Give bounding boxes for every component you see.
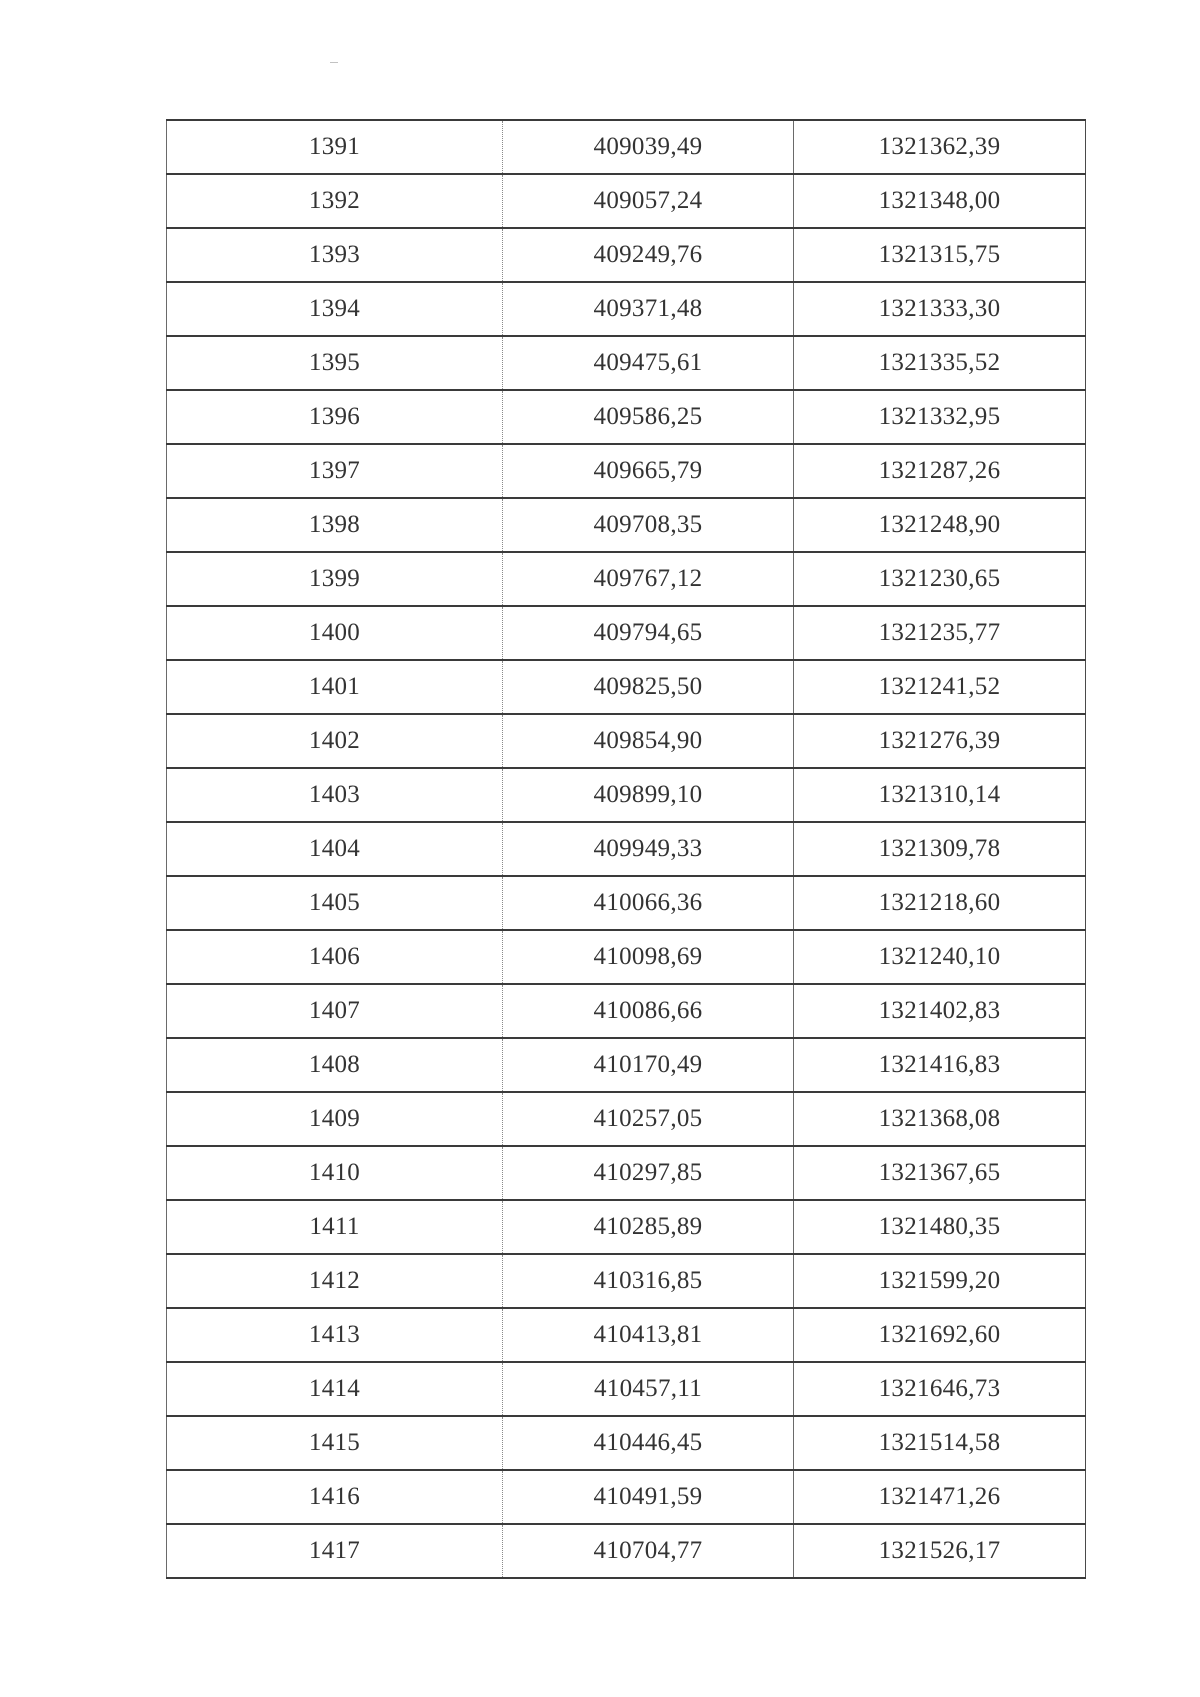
x-coordinate-cell: 410257,05: [503, 1092, 794, 1146]
table-row: [167, 552, 1086, 606]
point-number-cell: 1415: [167, 1416, 503, 1470]
y-coordinate-cell: 1321235,77: [794, 606, 1086, 660]
point-number-cell: 1407: [167, 984, 503, 1038]
table-row: [167, 1038, 1086, 1092]
x-coordinate-cell: 410066,36: [503, 876, 794, 930]
y-coordinate-cell: 1321248,90: [794, 498, 1086, 552]
point-number-cell: 1412: [167, 1254, 503, 1308]
y-coordinate-cell: 1321402,83: [794, 984, 1086, 1038]
x-coordinate-cell: 409586,25: [503, 390, 794, 444]
x-coordinate-cell: 409854,90: [503, 714, 794, 768]
y-coordinate-cell: 1321526,17: [794, 1524, 1086, 1578]
point-number-cell: 1410: [167, 1146, 503, 1200]
point-number-cell: 1394: [167, 282, 503, 336]
x-coordinate-cell: 410098,69: [503, 930, 794, 984]
coordinate-table: [166, 119, 1086, 1579]
point-number-cell: 1408: [167, 1038, 503, 1092]
x-coordinate-cell: 410086,66: [503, 984, 794, 1038]
scan-artifact: [330, 62, 338, 63]
table-row: [167, 228, 1086, 282]
table-row: [167, 660, 1086, 714]
x-coordinate-cell: 410457,11: [503, 1362, 794, 1416]
y-coordinate-cell: 1321310,14: [794, 768, 1086, 822]
y-coordinate-cell: 1321471,26: [794, 1470, 1086, 1524]
table-row: [167, 390, 1086, 444]
x-coordinate-cell: 410446,45: [503, 1416, 794, 1470]
x-coordinate-cell: 410491,59: [503, 1470, 794, 1524]
y-coordinate-cell: 1321348,00: [794, 174, 1086, 228]
y-coordinate-cell: 1321230,65: [794, 552, 1086, 606]
x-coordinate-cell: 410170,49: [503, 1038, 794, 1092]
table-row: [167, 336, 1086, 390]
x-coordinate-cell: 409708,35: [503, 498, 794, 552]
point-number-cell: 1399: [167, 552, 503, 606]
x-coordinate-cell: 409039,49: [503, 120, 794, 174]
table-row: [167, 822, 1086, 876]
point-number-cell: 1393: [167, 228, 503, 282]
point-number-cell: 1406: [167, 930, 503, 984]
table-row: [167, 120, 1086, 174]
point-number-cell: 1414: [167, 1362, 503, 1416]
table-row: [167, 1254, 1086, 1308]
x-coordinate-cell: 409371,48: [503, 282, 794, 336]
table-row: [167, 714, 1086, 768]
table-row: [167, 1362, 1086, 1416]
y-coordinate-cell: 1321309,78: [794, 822, 1086, 876]
x-coordinate-cell: 409899,10: [503, 768, 794, 822]
y-coordinate-cell: 1321367,65: [794, 1146, 1086, 1200]
table-row: [167, 174, 1086, 228]
x-coordinate-cell: 410297,85: [503, 1146, 794, 1200]
y-coordinate-cell: 1321514,58: [794, 1416, 1086, 1470]
table-row: [167, 1470, 1086, 1524]
table-row: [167, 1146, 1086, 1200]
y-coordinate-cell: 1321646,73: [794, 1362, 1086, 1416]
y-coordinate-cell: 1321315,75: [794, 228, 1086, 282]
y-coordinate-cell: 1321332,95: [794, 390, 1086, 444]
point-number-cell: 1405: [167, 876, 503, 930]
table-row: [167, 282, 1086, 336]
x-coordinate-cell: 409794,65: [503, 606, 794, 660]
table-row: [167, 930, 1086, 984]
point-number-cell: 1417: [167, 1524, 503, 1578]
point-number-cell: 1411: [167, 1200, 503, 1254]
y-coordinate-cell: 1321692,60: [794, 1308, 1086, 1362]
point-number-cell: 1413: [167, 1308, 503, 1362]
point-number-cell: 1403: [167, 768, 503, 822]
y-coordinate-cell: 1321368,08: [794, 1092, 1086, 1146]
point-number-cell: 1400: [167, 606, 503, 660]
x-coordinate-cell: 409057,24: [503, 174, 794, 228]
y-coordinate-cell: 1321480,35: [794, 1200, 1086, 1254]
y-coordinate-cell: 1321241,52: [794, 660, 1086, 714]
y-coordinate-cell: 1321218,60: [794, 876, 1086, 930]
table-row: [167, 1200, 1086, 1254]
point-number-cell: 1416: [167, 1470, 503, 1524]
x-coordinate-cell: 410285,89: [503, 1200, 794, 1254]
point-number-cell: 1391: [167, 120, 503, 174]
x-coordinate-cell: 410413,81: [503, 1308, 794, 1362]
point-number-cell: 1396: [167, 390, 503, 444]
point-number-cell: 1395: [167, 336, 503, 390]
x-coordinate-cell: 409949,33: [503, 822, 794, 876]
y-coordinate-cell: 1321240,10: [794, 930, 1086, 984]
table-row: [167, 498, 1086, 552]
y-coordinate-cell: 1321287,26: [794, 444, 1086, 498]
table-row: [167, 984, 1086, 1038]
x-coordinate-cell: 409825,50: [503, 660, 794, 714]
table-row: [167, 1308, 1086, 1362]
point-number-cell: 1392: [167, 174, 503, 228]
y-coordinate-cell: 1321333,30: [794, 282, 1086, 336]
table-row: [167, 1416, 1086, 1470]
point-number-cell: 1404: [167, 822, 503, 876]
x-coordinate-cell: 409665,79: [503, 444, 794, 498]
point-number-cell: 1401: [167, 660, 503, 714]
x-coordinate-cell: 409767,12: [503, 552, 794, 606]
table-row: [167, 876, 1086, 930]
table-row: [167, 1524, 1086, 1578]
point-number-cell: 1397: [167, 444, 503, 498]
x-coordinate-cell: 409475,61: [503, 336, 794, 390]
table-row: [167, 606, 1086, 660]
table-row: [167, 1092, 1086, 1146]
y-coordinate-cell: 1321362,39: [794, 120, 1086, 174]
point-number-cell: 1402: [167, 714, 503, 768]
point-number-cell: 1398: [167, 498, 503, 552]
y-coordinate-cell: 1321335,52: [794, 336, 1086, 390]
x-coordinate-cell: 410316,85: [503, 1254, 794, 1308]
coordinate-table-body: [167, 120, 1086, 1578]
table-row: [167, 444, 1086, 498]
table-row: [167, 768, 1086, 822]
y-coordinate-cell: 1321276,39: [794, 714, 1086, 768]
x-coordinate-cell: 410704,77: [503, 1524, 794, 1578]
y-coordinate-cell: 1321416,83: [794, 1038, 1086, 1092]
y-coordinate-cell: 1321599,20: [794, 1254, 1086, 1308]
point-number-cell: 1409: [167, 1092, 503, 1146]
x-coordinate-cell: 409249,76: [503, 228, 794, 282]
